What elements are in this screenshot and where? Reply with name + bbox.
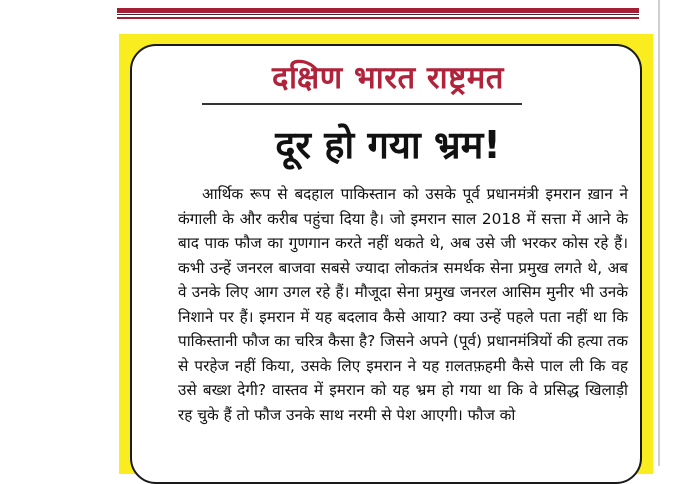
page-edge-divider — [658, 0, 660, 466]
editorial-card — [130, 44, 642, 484]
masthead-underline — [202, 103, 522, 105]
header-black-rule — [117, 14, 639, 15]
article-body: आर्थिक रूप से बदहाल पाकिस्तान को उसके पूर्व प्रधानमंत्री इमरान ख़ान ने कंगाली के और करीब पहुंचा दिया है। जो इमरान साल 2018 में सत्ता में आने के बाद पाक फौज का गुणगान करते नहीं थकते थे, अब उसे जी भरकर कोस रहे हैं। कभी उन्हें जनरल बाजवा सबसे ज्यादा लोकतंत्र समर्थक सेना प्रमुख लगते थे, अब वे उनके लिए आग उगल रहे हैं। मौजूदा सेना प्रमुख जनरल आसिम मुनीर भी उनके निशाने पर हैं। इमरान में यह बदलाव कैसे आया? क्या उन्हें पहले पता नहीं था कि पाकिस्तानी फौज का चरित्र कैसा है? जिसने अपने (पूर्व) प्रधानमंत्रियों की हत्या तक से परहेज नहीं किया, उसके लिए इमरान ने यह ग़लतफ़हमी कैसे पाल ली कि वह उसे बख्श देगी? वास्तव में इमरान को यह भ्रम हो गया था कि वे प्रसिद्ध खिलाड़ी रह चुके हैं तो फौज उनके साथ नरमी से पेश आएगी। फौज को — [178, 185, 628, 424]
header-red-rule — [117, 8, 639, 13]
page-header-strip — [0, 0, 700, 26]
header-thin-rule — [117, 17, 639, 19]
newspaper-masthead: दक्षिण भारत राष्ट्रमत — [272, 60, 504, 96]
article-headline: दूर हो गया भ्रम! — [275, 123, 501, 167]
